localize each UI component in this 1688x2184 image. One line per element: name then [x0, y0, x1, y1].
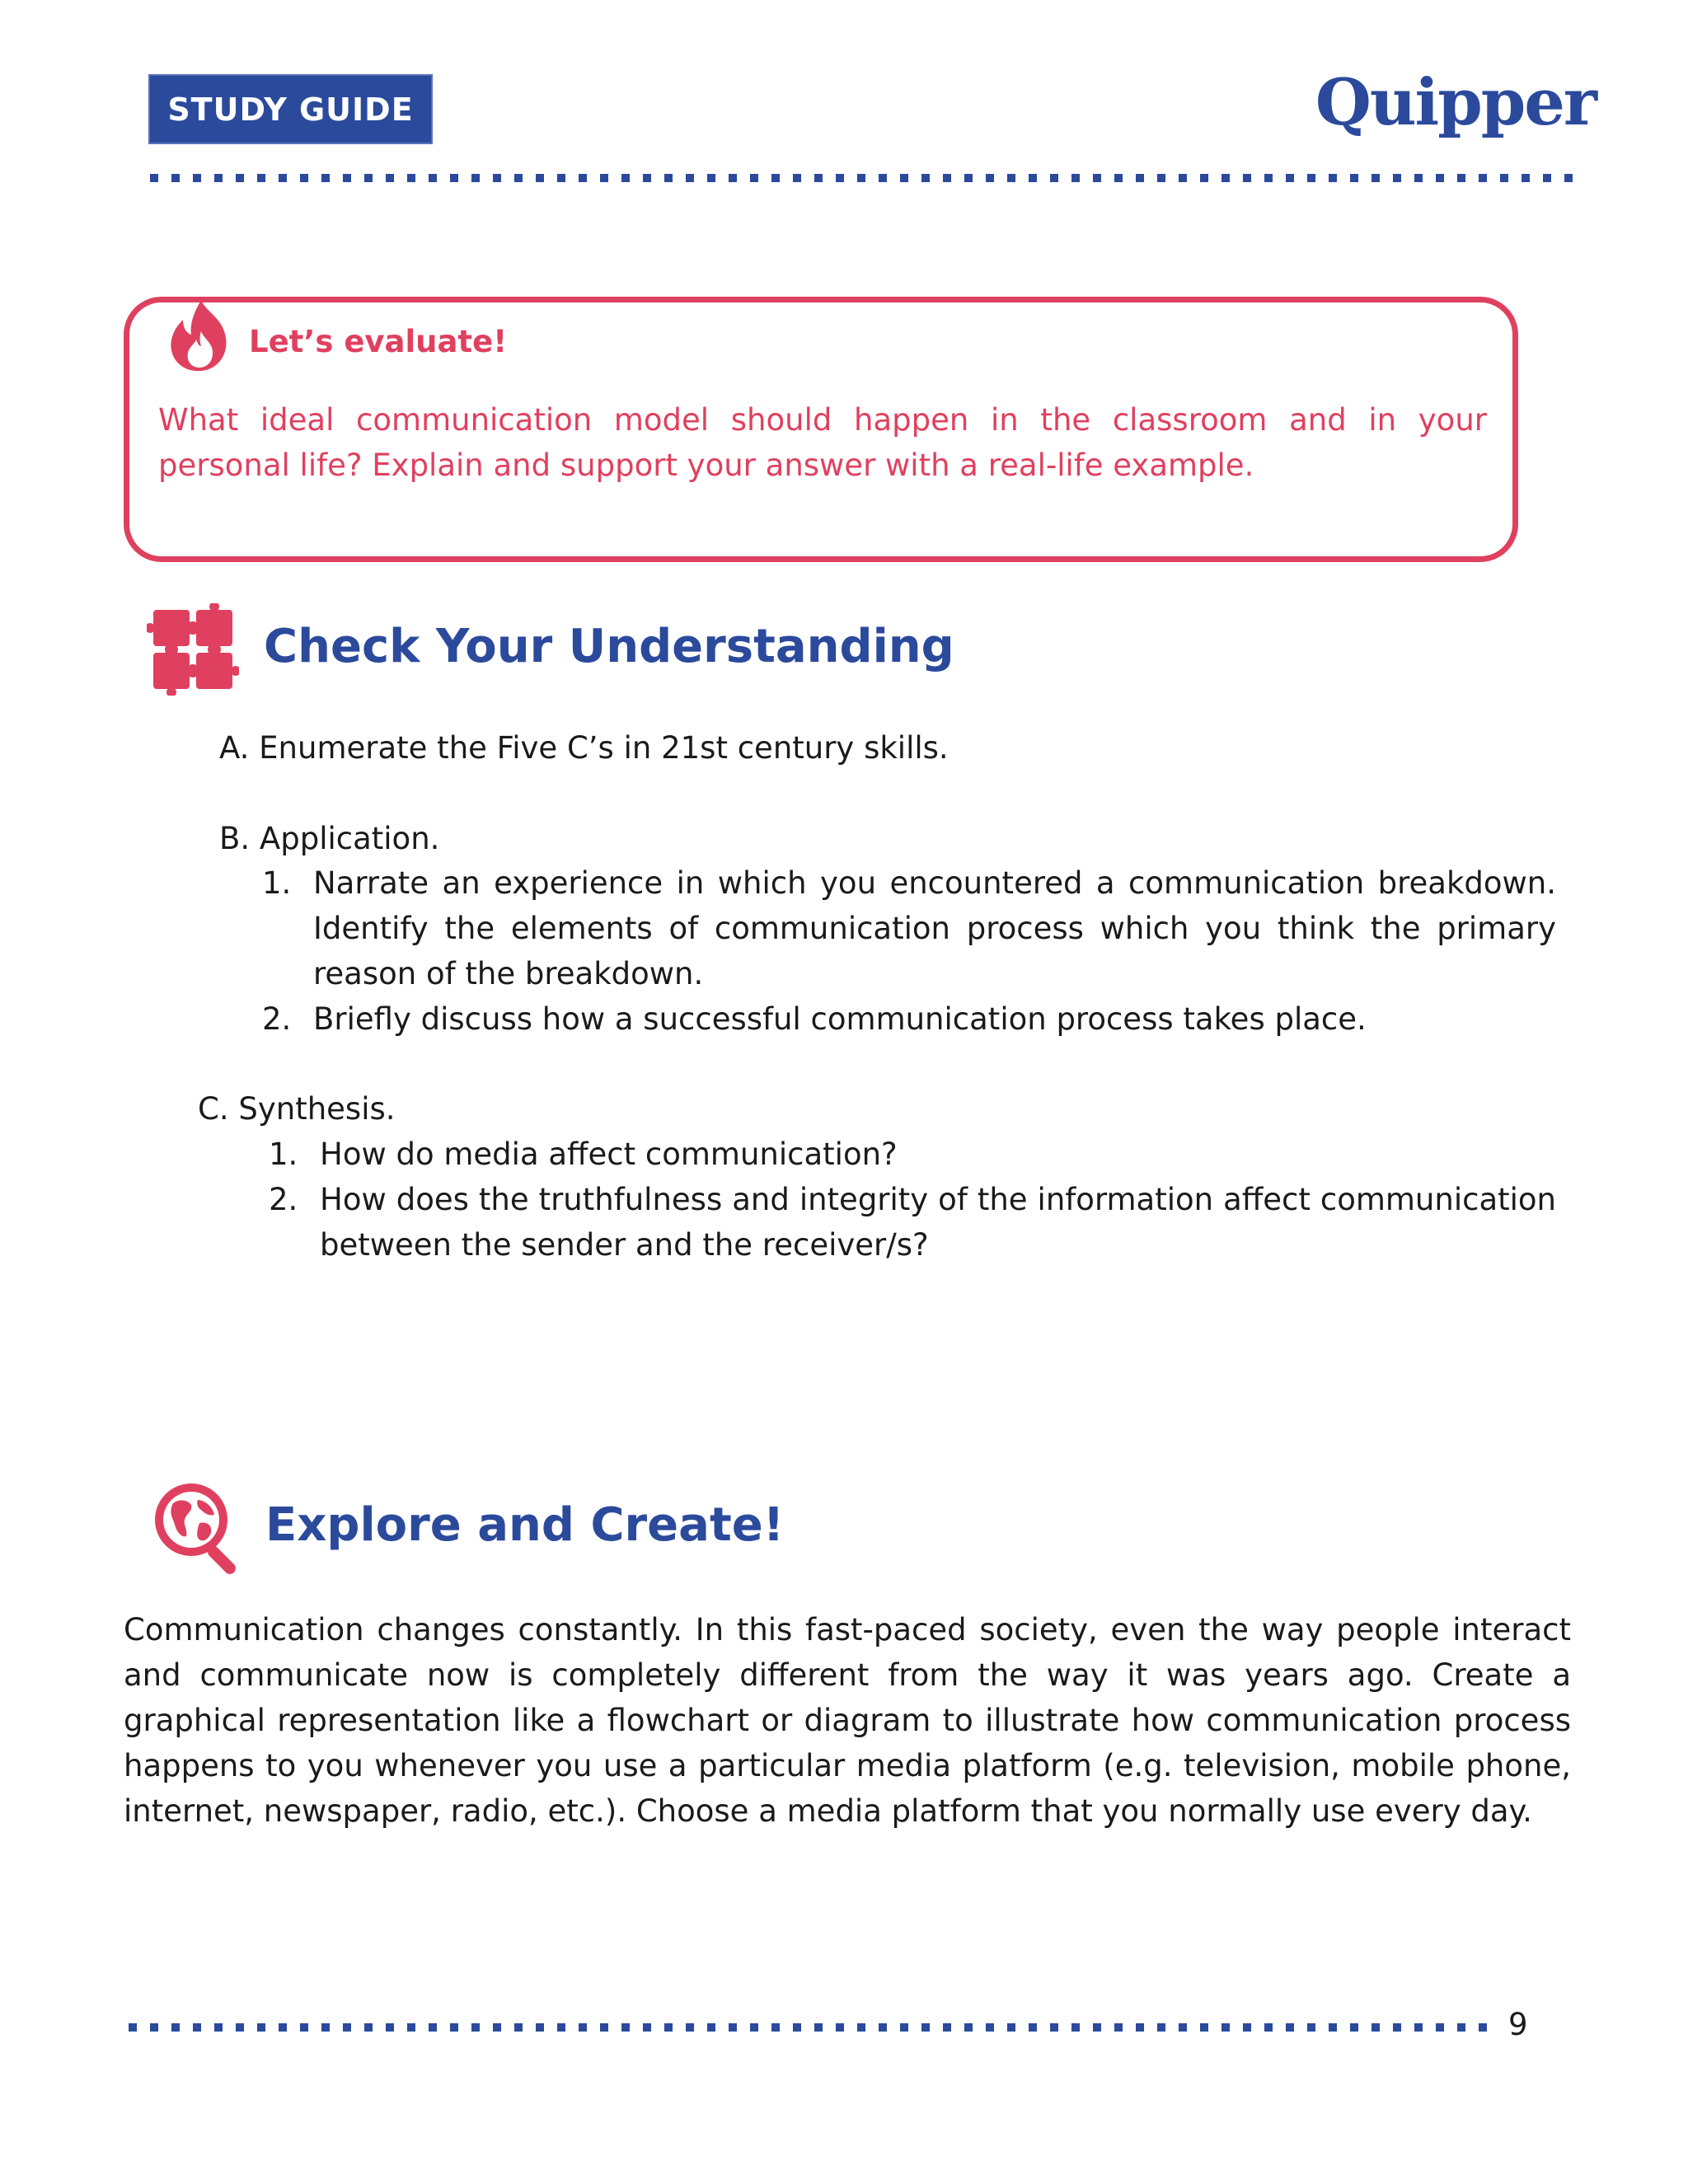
- study-guide-badge: [148, 74, 433, 144]
- page-number: 9: [1508, 2007, 1528, 2042]
- b-item-1-text: Narrate an experience in which you encountered a communication breakdown. Identify the elements of communication process which you think the primary reason of the breakdown.: [313, 865, 1556, 991]
- globe-search-icon: [145, 1475, 246, 1578]
- b-item-2-text: Briefly discuss how a successful communication process takes place.: [313, 1001, 1367, 1037]
- explore-paragraph: Communication changes constantly. In this fast-paced society, even the way people interact and communicate now is completely different from the way it was years ago. Create a graphical representation like a flowchart or diagram to illustrate how communication process happens to you whenever you use a particular media platform (e.g. television, mobile phone, internet, newspaper, radio, etc.). Choose a media platform that you normally use every day.: [124, 1612, 1571, 1829]
- c-item-2-text: How does the truthfulness and integrity of the information affect communication between the sender and the receiver/s?: [320, 1182, 1556, 1263]
- evaluate-title: Let’s evaluate!: [249, 324, 508, 359]
- flame-icon: [165, 298, 234, 373]
- b-item-1-number: 1.: [262, 865, 292, 901]
- item-c-title: C. Synthesis.: [198, 1091, 396, 1127]
- footer-divider: [129, 2023, 1497, 2032]
- study-guide-label: STUDY GUIDE: [167, 91, 414, 128]
- b-item-2-number: 2.: [262, 1001, 292, 1037]
- header-divider: [150, 174, 1584, 182]
- check-understanding-heading: Check Your Understanding: [264, 620, 954, 673]
- c-item-2-number: 2.: [269, 1182, 298, 1217]
- item-a: A. Enumerate the Five C’s in 21st century skills.: [219, 730, 949, 766]
- c-item-1-text: How do media affect communication?: [320, 1137, 898, 1172]
- quipper-logo: Quipper: [1315, 65, 1596, 140]
- item-b-title: B. Application.: [219, 821, 440, 856]
- evaluate-question: What ideal communication model should happen in the classroom and in your personal life? Explain and support your answer with a real-life example.: [158, 402, 1487, 483]
- puzzle-icon: [147, 603, 239, 696]
- c-item-1-number: 1.: [269, 1137, 298, 1172]
- explore-create-heading: Explore and Create!: [265, 1498, 785, 1552]
